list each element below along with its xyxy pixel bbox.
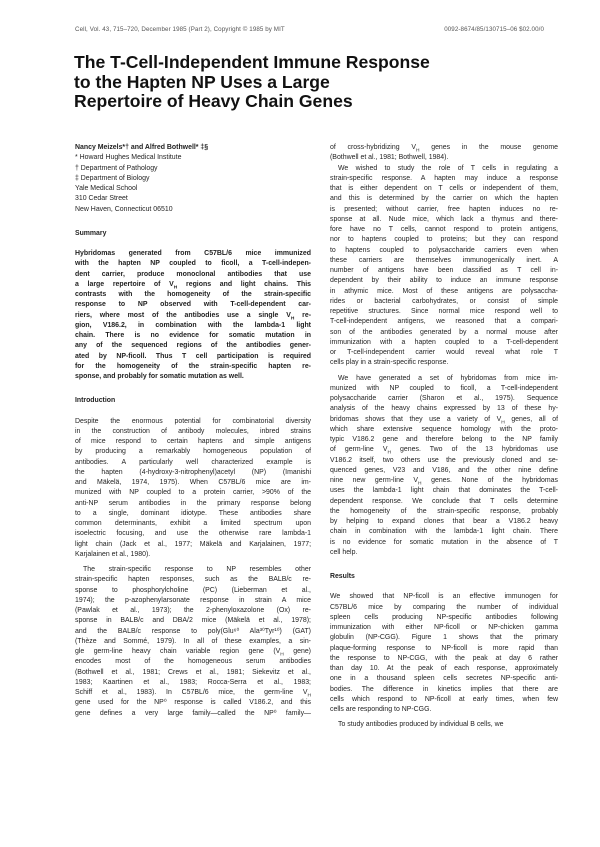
body-line: The strain-specific response to NP resembles other <box>83 566 311 573</box>
body-line: dependent response. We conclude that T cells determine <box>330 497 558 505</box>
body-line: the homogeneity of the strain-specific response, probably <box>330 507 558 515</box>
body-line: spleen cells producing NP-specific antibodies following <box>330 613 558 621</box>
body-line: We have generated a set of hybridomas from mice im- <box>338 374 558 382</box>
body-line: is presented; without carrier, free hapten induces no re- <box>330 205 558 213</box>
body-line: rides or bacterial carbohydrates, or consist of simple <box>330 297 558 305</box>
body-line: than day 10. At the peak of each response, approximately <box>330 665 558 672</box>
body-paragraph <box>330 143 558 164</box>
body-line: We wished to study the role of T cells in regulating a <box>338 164 558 172</box>
summary-line: any of the sequenced regions of the antibodies gener- <box>75 342 311 350</box>
body-line: bridomas shows that they use a variety of $V_H$ genes, all of <box>330 415 558 425</box>
body-line: encodes most of the homogeneous serum antibodies <box>75 658 311 666</box>
affiliation-line: * Howard Hughes Medical Institute <box>75 154 182 162</box>
summary-line: chain. There is no evidence for somatic mutation in <box>75 332 311 339</box>
summary-line: ated by NP-ficoll. Thus T cell participation is required <box>75 352 311 360</box>
body-line: to a single, dominant idiotype. These antibodies share <box>75 509 311 517</box>
affiliation-line: ‡ Department of Biology <box>75 174 150 182</box>
body-line: in the construction of antibody molecules, inbred strains <box>75 427 311 435</box>
body-line: quenced genes, V23 and V186, and the other nine define <box>330 466 558 474</box>
body-line: one in a thousand spleen cells secretes NP-specific anti- <box>330 675 558 683</box>
body-paragraph <box>330 374 558 559</box>
body-line: strain-specific response. A hapten may induce a response <box>330 174 558 182</box>
summary-line: with the hapten NP coupled to ficoll, a T-cell-indepen- <box>75 260 311 268</box>
body-line: nine new germ-line $V_H$ genes. None of the hybridomas <box>330 477 558 487</box>
body-line: (Bothwell et al., 1981; Crews et al., 1981; Siekevitz et al., <box>75 668 311 676</box>
body-line: gene defines a very large family—called the NP⁰ family— <box>75 709 311 717</box>
body-line: plaque-forming response to NP-ficoll is more rapid than <box>330 644 558 652</box>
journal-citation: Cell, Vol. 43, 715–720, December 1985 (Part 2), Copyright © 1985 by MIT <box>75 26 285 33</box>
body-line: To study antibodies produced by individual B cells, we <box>338 721 504 729</box>
body-line: sponse at all. Nude mice, which lack a thymus and there- <box>330 215 558 223</box>
introduction-heading: Introduction <box>75 397 116 405</box>
body-line: and the BALB/c response to poly(Glu⁶⁰ Ala³⁰Tyr¹⁰) (GAT) <box>75 627 311 635</box>
body-line: sponse to phosphorylcholine (PC) (Lieberman et al., <box>75 586 311 594</box>
summary-line: for the homogeneity of the strain-specific hapten re- <box>75 362 311 370</box>
summary-abstract <box>75 249 311 382</box>
right-column <box>330 143 558 731</box>
body-line: chain in combination with the lambda-1 light chain. There <box>330 528 558 536</box>
body-line: analysis of the heavy chains expressed by 13 of these hy- <box>330 405 558 413</box>
body-line: in athymic mice. Most of these antigens are polysaccha- <box>330 287 558 295</box>
introduction-paragraph <box>75 565 311 719</box>
body-line: or T-cell-independent carrier would reveal what role T <box>330 349 558 356</box>
summary-line: contrasts with the homogeneity of the strain-specific <box>75 291 311 298</box>
body-line: dependent by their ability to induce an immune response <box>330 277 558 285</box>
body-line: fore have no T cells, cannot respond to protein antigens, <box>330 226 558 233</box>
body-line: common determinants, exhibit a limited spectrum upon <box>75 520 311 527</box>
body-line: of cross-hybridizing $V_H$ genes in the mouse genome <box>330 144 558 154</box>
left-column <box>75 143 311 719</box>
body-line: these carriers are themselves immunogenically inert. A <box>330 256 558 264</box>
summary-line: response to NP observed with T-cell-dependent car- <box>75 301 311 309</box>
body-line: to haptens coupled to polysaccharide carriers even when <box>330 246 558 254</box>
body-line: son of the antibodies generated by a normal mouse after <box>330 328 558 336</box>
body-line: and Mäkelä, 1974, 1975). When C57BL/6 mice are im- <box>75 479 311 486</box>
body-line: immunization with either NP-ficoll or NP-chicken gamma <box>330 624 558 631</box>
body-line: number of antigens have been classified as T cell in- <box>330 267 558 274</box>
title-line: The T-Cell-Independent Immune Response <box>74 53 430 72</box>
body-line: the hapten (4-hydroxy-3-nitrophenyl)acetyl (NP) (Imanishi <box>75 468 311 476</box>
results-paragraph <box>330 592 558 715</box>
body-line: typic V186.2 gene and therefore belong to the NP family <box>330 436 558 443</box>
body-line: and this is determined by the carrier on which the hapten <box>330 195 558 203</box>
body-line: strain-specific hapten responses, such as the BALB/c re- <box>75 576 311 584</box>
body-line: isoelectric focusing, and use the otherwise rare lambda-1 <box>75 530 311 538</box>
body-line: T-cell-independent antigens, we reasoned that a compari- <box>330 318 558 326</box>
body-line: cells are responding to NP-CGG. <box>330 706 432 713</box>
title-line: Repertoire of Heavy Chain Genes <box>74 92 353 112</box>
body-line: of germ-line $V_H$ genes. Two of the 13 hybridomas use <box>330 446 558 456</box>
body-line: repetitive structures. Since normal mice respond well to <box>330 308 558 315</box>
body-line: immunization with a hapten coupled to a T-cell-dependent <box>330 338 558 346</box>
body-paragraph <box>330 164 558 369</box>
body-line: V186.2 itself, two others use the previously cloned and se- <box>330 456 558 464</box>
body-line: gene used for the NP⁰ response is called V186.2, and this <box>75 699 311 707</box>
body-line: by producing a remarkably homogeneous population of <box>75 448 311 456</box>
body-line: Karjalainen et al., 1980). <box>75 550 151 558</box>
body-line: munized with NP coupled to a protein carrier, >90% of the <box>75 489 311 497</box>
summary-line: Hybridomas generated from C57BL/6 mice immunized <box>75 250 311 257</box>
authors: Nancy Meizels*† and Alfred Bothwell* ‡§ <box>75 144 209 151</box>
body-line: anti-NP serum antibodies in the primary response belong <box>75 499 311 507</box>
body-line: gle germ-line heavy chain variable region gene ($V_H$ gene) <box>75 648 311 658</box>
body-line: that is either dependent on T cells or independent of them, <box>330 185 558 192</box>
body-line: 1983; Kaartinen et al., 1983; Rocca-Serra et al., 1983; <box>75 678 311 686</box>
body-line: polysaccharide carrier (Sharon et al., 1975). Sequence <box>330 395 558 402</box>
body-line: Despite the enormous potential for combinatorial diversity <box>75 417 311 425</box>
body-line: cells which respond to NP-ficoll at early times, when few <box>330 695 558 703</box>
affiliation-line: 310 Cedar Street <box>75 195 128 203</box>
body-line: light chain (Jack et al., 1977; Mäkelä and Karjalainen, 1977; <box>75 540 311 548</box>
body-line: bodies. The difference in kinetics implies that there are <box>330 685 558 693</box>
body-line: of mice respond to certain haptens and simple antigens <box>75 438 311 445</box>
body-line: globulin (NP-CGG). Figure 1 shows that the primary <box>330 634 558 642</box>
summary-line: riers, where most of the antibodies use a single $V_H$ re- <box>75 311 311 321</box>
body-line: Schiff et al., 1983). In C57BL/6 mice, the germ-line $V_H$ <box>75 689 311 699</box>
results-heading: Results <box>330 573 355 580</box>
body-line: uses the lambda-1 light chain that dominates the T-cell- <box>330 487 558 495</box>
summary-line: gion, V186.2, in combination with the lambda-1 light <box>75 321 311 329</box>
summary-line: sponse, and probably for somatic mutation as well. <box>75 373 244 380</box>
body-line: 1974); the p-azophenylarsonate response in strain A mice <box>75 596 311 604</box>
body-line: which share extensive sequence homology with the proto- <box>330 425 558 433</box>
affiliation-line: † Department of Pathology <box>75 164 158 172</box>
body-line: (Pawlak et al., 1973); the 2-phenyloxazolone (Ox) re- <box>75 607 311 614</box>
title-line: to the Hapten NP Uses a Large <box>74 72 330 92</box>
body-line: (Bothwell et al., 1981; Bothwell, 1984). <box>330 154 449 162</box>
body-line: antibodies. A particularly well characterized example is <box>75 458 311 466</box>
summary-line: a large repertoire of $V_H$ regions and light chains. This <box>75 280 311 290</box>
body-line: C57BL/6 mice by comparing the number of individual <box>330 603 558 611</box>
body-line: (Thèze and Sommé, 1979). In all of these examples, a sin- <box>75 637 311 645</box>
introduction-paragraph <box>75 417 311 561</box>
article-code: 0092-8674/85/130715–06 $02.00/0 <box>444 26 544 33</box>
body-line: munized with NP coupled to ficoll, a T-cell-independent <box>330 384 558 392</box>
results-paragraph <box>330 720 558 730</box>
body-line: cells play in a strain-specific response. <box>330 359 449 367</box>
body-line: by helping to expand clones that bear a V186.2 heavy <box>330 518 558 525</box>
body-line: sponse in BALB/c and DBA/2 mice (Mäkelä et al., 1978); <box>75 617 311 625</box>
summary-heading: Summary <box>75 229 107 237</box>
affiliation-line: Yale Medical School <box>75 185 138 192</box>
affiliations <box>75 153 311 215</box>
body-line: nor to haptens coupled to proteins; but they can respond <box>330 236 558 244</box>
body-line: We showed that NP-ficoll is an effective immunogen for <box>330 593 558 601</box>
summary-line: dent carrier, produce monoclonal antibodies that use <box>75 270 311 278</box>
body-line: cell help. <box>330 548 358 556</box>
body-line: the response to NP-CGG, with the peak at day 6 rather <box>330 654 558 662</box>
affiliation-line: New Haven, Connecticut 06510 <box>75 205 173 213</box>
article-title <box>74 53 534 112</box>
body-line: is no evidence for somatic mutation in the absence of T <box>330 538 558 546</box>
